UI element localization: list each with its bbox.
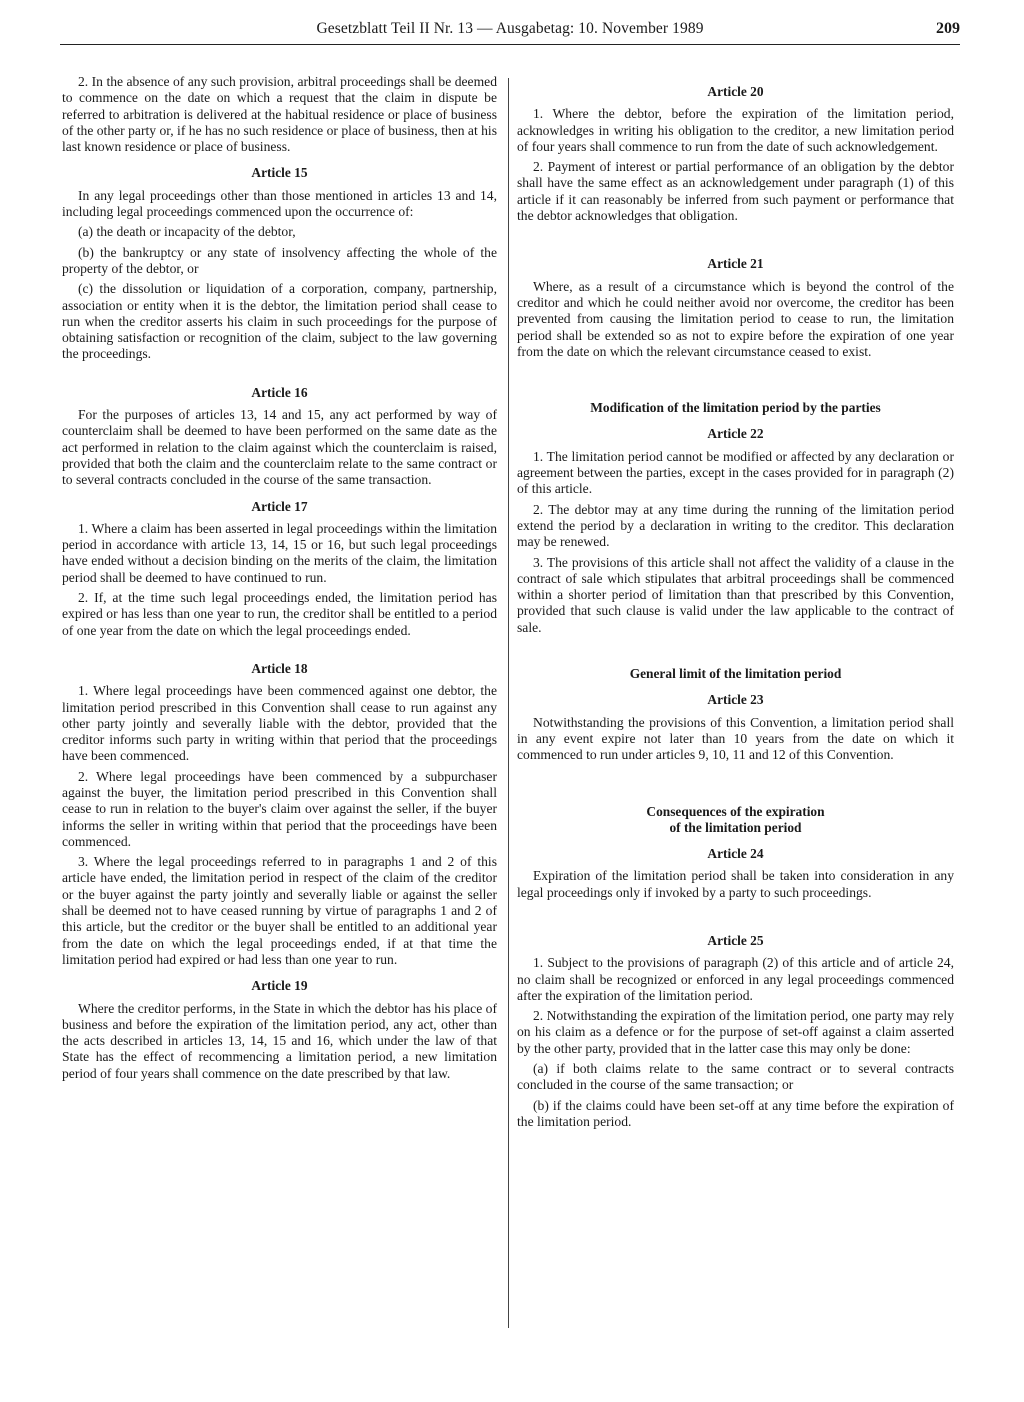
article-19-heading: Article 19 bbox=[251, 978, 308, 994]
column-divider bbox=[508, 78, 509, 1328]
article-14-paragraph-2: 2. In the absence of any such provision, arbitral proceedings shall be deemed to commence on the date on which a request that the claim in dispute be referred to arbitration is delivered at the habitual residence or place of business of the other party or, if he has no such residence or place of business, then at his last known residence or place of business. bbox=[62, 74, 497, 155]
article-20-paragraph-2: 2. Payment of interest or partial performance of an obligation by the debtor shall have the same effect as an acknowledgement under paragraph (1) of this article if it can reasonably be inferred from such payment or performance that the debtor acknowledges that obligation. bbox=[517, 159, 954, 224]
article-15-item-b: (b) the bankruptcy or any state of insolvency affecting the whole of the property of the debtor, or bbox=[62, 244, 497, 276]
article-15-intro: In any legal proceedings other than those mentioned in articles 13 and 14, including legal proceedings commenced upon the occurrence of: bbox=[62, 187, 497, 220]
article-24-heading: Article 24 bbox=[707, 846, 764, 862]
page-number: 209 bbox=[936, 20, 960, 37]
article-23-text: Notwithstanding the provisions of this Convention, a limitation period shall in any event expire not later than 10 years from the date on which it commenced to run under articles 9, 10, 11 and 12 of this Convention. bbox=[517, 714, 954, 763]
section-modification-heading: Modification of the limitation period by the parties bbox=[590, 400, 881, 416]
left-column bbox=[62, 74, 497, 1086]
article-22-paragraph-3: 3. The provisions of this article shall not affect the validity of a clause in the contract of sale which stipulates that arbitral proceedings shall be commenced within a shorter period of limitation than that prescribed by this Convention, provided that such clause is valid under the law applicable to the contract of sale. bbox=[517, 554, 954, 635]
article-22-paragraph-2: 2. The debtor may at any time during the running of the limitation period extend the period by a declaration in writing to the creditor. This declaration may be renewed. bbox=[517, 501, 954, 550]
article-25-paragraph-1: 1. Subject to the provisions of paragraph (2) of this article and of article 24, no claim shall be recognized or enforced in any legal proceedings commenced after the expiration of the limitation period. bbox=[517, 955, 954, 1003]
section-consequences-heading-line-2: of the limitation period bbox=[669, 819, 802, 835]
article-24-text: Expiration of the limitation period shall be taken into consideration in any legal proceedings only if invoked by a party to such proceedings. bbox=[517, 868, 954, 900]
article-15-heading: Article 15 bbox=[251, 165, 308, 181]
article-17-heading: Article 17 bbox=[251, 498, 308, 514]
article-25-paragraph-2: 2. Notwithstanding the expiration of the limitation period, one party may rely on his claim as a defence or for the purpose of set-off against a claim asserted by the other party, provided that in the latter case this may only be done: bbox=[517, 1008, 954, 1056]
section-general-limit-heading: General limit of the limitation period bbox=[629, 666, 842, 682]
article-25-item-b: (b) if the claims could have been set-off at any time before the expiration of the limitation period. bbox=[517, 1097, 954, 1129]
article-16-text: For the purposes of articles 13, 14 and 15, any act performed by way of counterclaim shall be deemed to have been performed on the same date as the act performed in relation to the claim against which the counterclaim is raised, provided that both the claim and the counterclaim relate to the same contract or to several contracts concluded in the course of the same transaction. bbox=[62, 407, 497, 488]
article-21-heading: Article 21 bbox=[707, 256, 764, 272]
article-23-heading: Article 23 bbox=[707, 692, 764, 708]
article-18-paragraph-2: 2. Where legal proceedings have been commenced by a subpurchaser against the buyer, the limitation period prescribed in this Convention shall cease to run in relation to the buyer's claim over against the seller, if the buyer informs the seller in writing within that period that the proceedings have been commenced. bbox=[62, 768, 497, 849]
gazette-title: Gesetzblatt Teil II Nr. 13 — Ausgabetag: 10. November 1989 bbox=[316, 20, 704, 37]
article-19-text: Where the creditor performs, in the State in which the debtor has his place of business and before the expiration of the limitation period, any act, other than the acts described in articles 13, 14, 15 and 16, which under the law of that State has the effect of recommencing a limitation period, a new limitation period of four years shall commence on the date prescribed by that law. bbox=[62, 1000, 497, 1081]
right-column bbox=[517, 74, 954, 1134]
article-18-paragraph-1: 1. Where legal proceedings have been commenced against one debtor, the limitation period prescribed in this Convention shall cease to run against any other party jointly and severally liable with the debtor, provided that the creditor informs such party in writing within that period that the proceedings have been commenced. bbox=[62, 683, 497, 764]
article-16-heading: Article 16 bbox=[251, 384, 308, 400]
section-consequences-heading-line-1: Consequences of the expiration bbox=[646, 803, 825, 819]
article-20-heading: Article 20 bbox=[707, 84, 764, 99]
article-20-paragraph-1: 1. Where the debtor, before the expiration of the limitation period, acknowledges in writing his obligation to the creditor, a new limitation period of four years shall commence to run from the date of such acknowledgement. bbox=[517, 106, 954, 154]
article-15-item-a: (a) the death or incapacity of the debtor, bbox=[78, 224, 296, 240]
article-25-heading: Article 25 bbox=[707, 932, 764, 948]
article-17-paragraph-2: 2. If, at the time such legal proceedings ended, the limitation period has expired or has less than one year to run, the creditor shall be entitled to a period of one year from the date on which the legal proceedings ended. bbox=[62, 590, 497, 638]
article-15-item-c: (c) the dissolution or liquidation of a corporation, company, partnership, association or entity when it is the debtor, the limitation period shall cease to run when the creditor asserts his claim in such proceedings for the purpose of obtaining satisfaction or recognition of the claim, subject to the law governing the proceedings. bbox=[62, 281, 497, 362]
article-25-item-a: (a) if both claims relate to the same contract or to several contracts concluded in the course of the same transaction; or bbox=[517, 1061, 954, 1093]
article-22-paragraph-1: 1. The limitation period cannot be modified or affected by any declaration or agreement between the parties, except in the cases provided for in paragraph (2) of this article. bbox=[517, 448, 954, 497]
article-18-paragraph-3: 3. Where the legal proceedings referred to in paragraphs 1 and 2 of this article have ended, the limitation period in respect of the claim of the creditor or the buyer against the party jointly and severally liable or against the seller shall be deemed not to have ceased running by virtue of paragraphs 1 and 2 of this article, but the creditor or the buyer shall be entitled to an additional year from the date on which the legal proceedings ended, if at that time the limitation period had expired or had less than one year to run. bbox=[62, 854, 497, 967]
article-18-heading: Article 18 bbox=[251, 660, 308, 676]
article-21-text: Where, as a result of a circumstance which is beyond the control of the creditor and which he could neither avoid nor overcome, the creditor has been prevented from causing the limitation period to cease to run, the limitation period shall be extended so as not to expire before the expiration of one year from the date on which the relevant circumstance ceased to exist. bbox=[517, 278, 954, 359]
article-17-paragraph-1: 1. Where a claim has been asserted in legal proceedings within the limitation period in accordance with article 13, 14, 15 or 16, but such legal proceedings have ended without a decision binding on the merits of the claim, the limitation period shall be deemed to have continued to run. bbox=[62, 520, 497, 585]
page-header bbox=[60, 16, 960, 45]
article-22-heading: Article 22 bbox=[707, 426, 764, 442]
